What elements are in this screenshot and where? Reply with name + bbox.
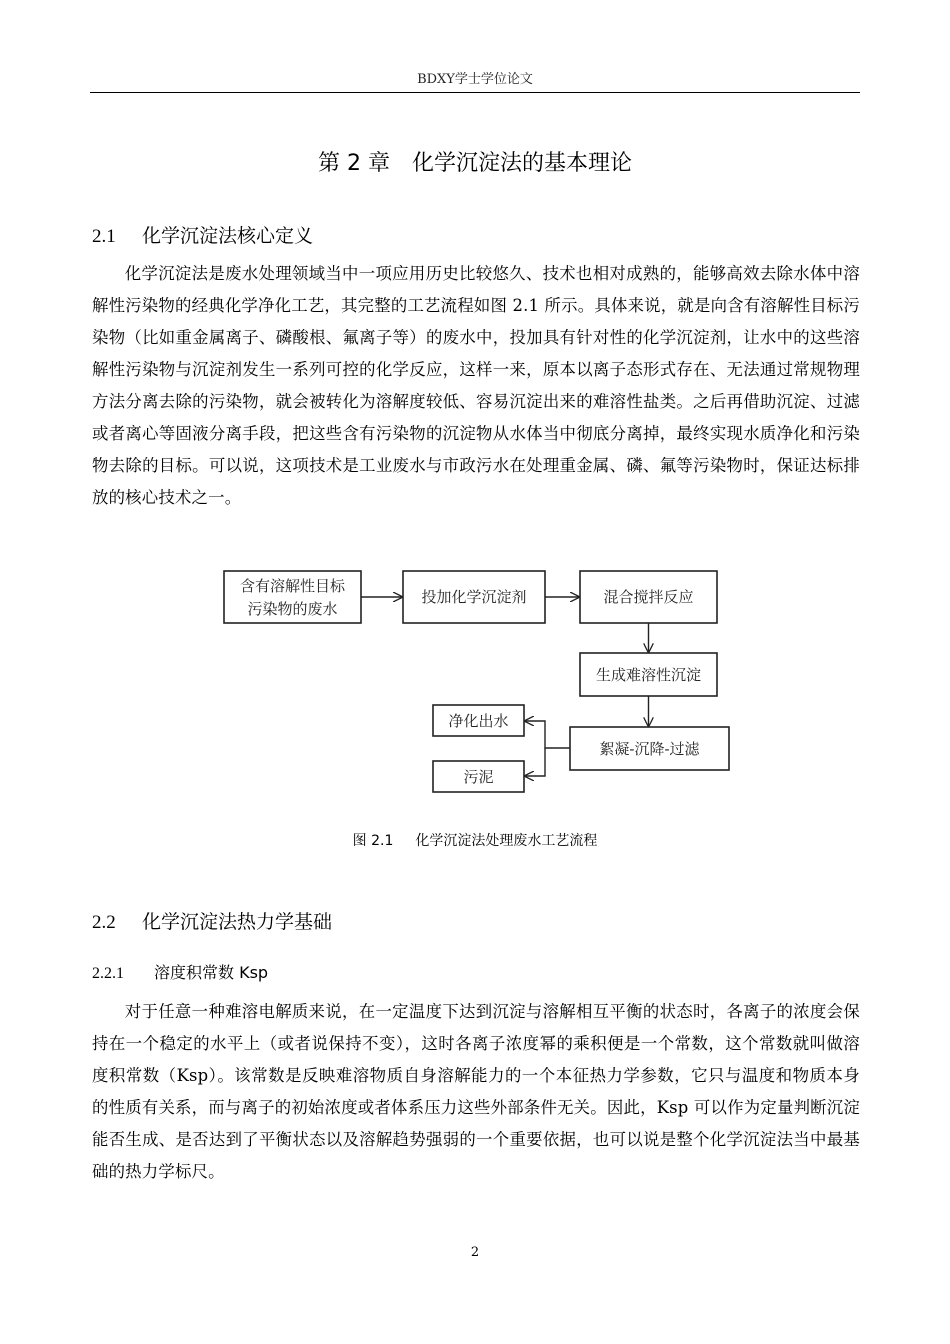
node-separation	[570, 727, 729, 770]
chapter-name: 化学沉淀法的基本理论	[411, 151, 632, 176]
node-sludge	[433, 761, 524, 792]
subsection-title: 溶度积常数 Ksp	[154, 963, 269, 982]
node-separation-label: 絮凝-沉降-过滤	[599, 740, 700, 758]
node-add-agent-label: 投加化学沉淀剂	[421, 588, 527, 606]
arrow-separation-to-sludge	[525, 748, 545, 776]
node-precipitate	[580, 653, 717, 696]
node-mixing-label: 混合搅拌反应	[603, 588, 694, 606]
body-paragraph-2-1: 化学沉淀法是废水处理领域当中一项应用历史比较悠久、技术也相对成熟的，能够高效去除水体中溶解性污染物的经典化学净化工艺，其完整的工艺流程如图 2.1 所示。具体来说，就是向含有溶解性目标污染物（比如重金属离子、磷酸根、氟离子等）的废水中，投加具有针对性的化学沉淀剂，让水中的这些溶解性污染物与沉淀剂发生一系列可控的化学反应，这样一来，原本以离子态形式存在、无法通过常规物理方法分离去除的污染物，就会被转化为溶解度较低、容易沉淀出来的难溶性盐类。之后再借助沉淀、过滤或者离心等固液分离手段，把这些含有污染物的沉淀物从水体当中彻底分离掉，最终实现水质净化和污染物去除的目标。可以说，这项技术是工业废水与市政污水在处理重金属、磷、氟等污染物时，保证达标排放的核心技术之一。	[92, 264, 860, 507]
node-effluent-label: 净化出水	[448, 712, 509, 730]
chapter-number: 第 2 章	[318, 151, 390, 176]
node-add-agent	[403, 571, 545, 623]
node-precipitate-label: 生成难溶性沉淀	[595, 666, 702, 684]
arrow-separation-to-effluent	[525, 721, 570, 748]
figure-caption	[90, 830, 860, 850]
section-number: 2.2	[92, 912, 116, 933]
node-wastewater	[224, 571, 361, 623]
page-number: 2	[470, 1245, 480, 1260]
body-paragraph-2-2-1: 对于任意一种难溶电解质来说，在一定温度下达到沉淀与溶解相互平衡的状态时，各离子的浓度会保持在一个稳定的水平上（或者说保持不变），这时各离子浓度幂的乘积便是一个常数，这个常数就叫做溶度积常数（Ksp）。该常数是反映难溶物质自身溶解能力的一个本征热力学参数，它只与温度和物质本身的性质有关系，而与离子的初始浓度或者体系压力这些外部条件无关。因此，Ksp 可以作为定量判断沉淀能否生成、是否达到了平衡状态以及溶解趋势强弱的一个重要依据，也可以说是整个化学沉淀法当中最基础的热力学标尺。	[92, 1002, 860, 1181]
process-flow-diagram	[221, 566, 733, 794]
header-rule	[90, 92, 860, 93]
chapter-title	[90, 146, 860, 177]
figure-caption-text: 化学沉淀法处理废水工艺流程	[415, 833, 598, 849]
section-heading-2-2	[92, 907, 332, 934]
figure-caption-number: 图 2.1	[352, 833, 394, 849]
node-effluent	[433, 705, 524, 736]
subsection-number: 2.2.1	[92, 965, 124, 982]
section-title: 化学沉淀法核心定义	[142, 225, 314, 247]
section-heading-2-1	[92, 221, 313, 248]
subsection-heading-2-2-1	[92, 960, 268, 983]
section-title: 化学沉淀法热力学基础	[142, 911, 333, 933]
section-number: 2.1	[92, 226, 116, 247]
node-mixing	[580, 571, 717, 623]
node-sludge-label: 污泥	[463, 768, 494, 786]
running-header: BDXY学士学位论文	[417, 72, 533, 87]
node-wastewater-line1: 含有溶解性目标	[239, 577, 346, 595]
node-wastewater-line2: 污染物的废水	[247, 600, 338, 618]
